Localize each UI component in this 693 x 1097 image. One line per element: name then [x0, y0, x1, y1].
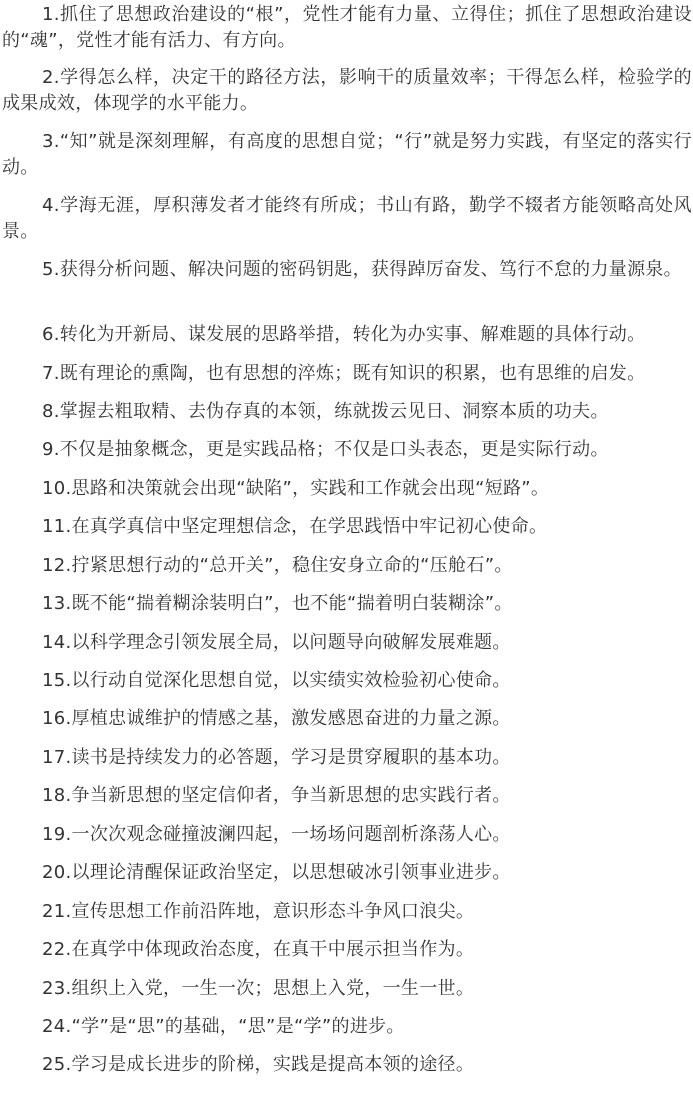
list-item-20: 20.以理论清醒保证政治坚定，以思想破冰引领事业进步。	[42, 862, 511, 883]
list-item-23: 23.组织上入党，一生一次；思想上入党，一生一世。	[42, 978, 475, 999]
list-item-12: 12.拧紧思想行动的“总开关”，稳住安身立命的“压舱石”。	[42, 555, 513, 576]
list-item-8: 8.掌握去粗取精、去伪存真的本领，练就拨云见日、洞察本质的功夫。	[42, 401, 609, 422]
list-item-4: 4.学海无涯，厚积薄发者才能终有所成；书山有路，勤学不辍者方能领略高处风景。	[2, 195, 692, 242]
list-item-21: 21.宣传思想工作前沿阵地，意识形态斗争风口浪尖。	[42, 901, 475, 922]
list-item-18: 18.争当新思想的坚定信仰者，争当新思想的忠实践行者。	[42, 785, 511, 806]
list-item-3: 3.“知”就是深刻理解，有高度的思想自觉；“行”就是努力实践，有坚定的落实行动。	[2, 131, 692, 178]
list-item-15: 15.以行动自觉深化思想自觉，以实绩实效检验初心使命。	[42, 670, 511, 691]
list-item-24: 24.“学”是“思”的基础，“思”是“学”的进步。	[42, 1016, 405, 1037]
list-item-5: 5.获得分析问题、解决问题的密码钥匙，获得踔厉奋发、笃行不怠的力量源泉。	[42, 259, 682, 280]
list-item-16: 16.厚植忠诚维护的情感之基，激发感恩奋进的力量之源。	[42, 708, 511, 729]
list-item-7: 7.既有理论的熏陶，也有思想的淬炼；既有知识的积累，也有思维的启发。	[42, 363, 646, 384]
list-item-19: 19.一次次观念碰撞波澜四起，一场场问题剖析涤荡人心。	[42, 824, 511, 845]
list-item-1: 1.抓住了思想政治建设的“根”，党性才能有力量、立得住；抓住了思想政治建设的“魂”，党性才能有活力、有方向。	[2, 4, 692, 51]
list-item-22: 22.在真学中体现政治态度，在真干中展示担当作为。	[42, 939, 475, 960]
list-item-10: 10.思路和决策就会出现“缺陷”，实践和工作就会出现“短路”。	[42, 478, 550, 499]
list-item-6: 6.转化为开新局、谋发展的思路举措，转化为办实事、解难题的具体行动。	[42, 324, 646, 345]
list-item-2: 2.学得怎么样，决定干的路径方法，影响干的质量效率；干得怎么样，检验学的成果成效，体现学的水平能力。	[2, 67, 692, 114]
list-item-25: 25.学习是成长进步的阶梯，实践是提高本领的途径。	[42, 1054, 475, 1075]
list-item-9: 9.不仅是抽象概念，更是实践品格；不仅是口头表态，更是实际行动。	[42, 439, 609, 460]
list-item-11: 11.在真学真信中坚定理想信念，在学思践悟中牢记初心使命。	[42, 516, 548, 537]
list-item-17: 17.读书是持续发力的必答题，学习是贯穿履职的基本功。	[42, 747, 511, 768]
list-item-14: 14.以科学理念引领发展全局，以问题导向破解发展难题。	[42, 632, 511, 653]
list-item-13: 13.既不能“揣着糊涂装明白”，也不能“揣着明白装糊涂”。	[42, 593, 513, 614]
